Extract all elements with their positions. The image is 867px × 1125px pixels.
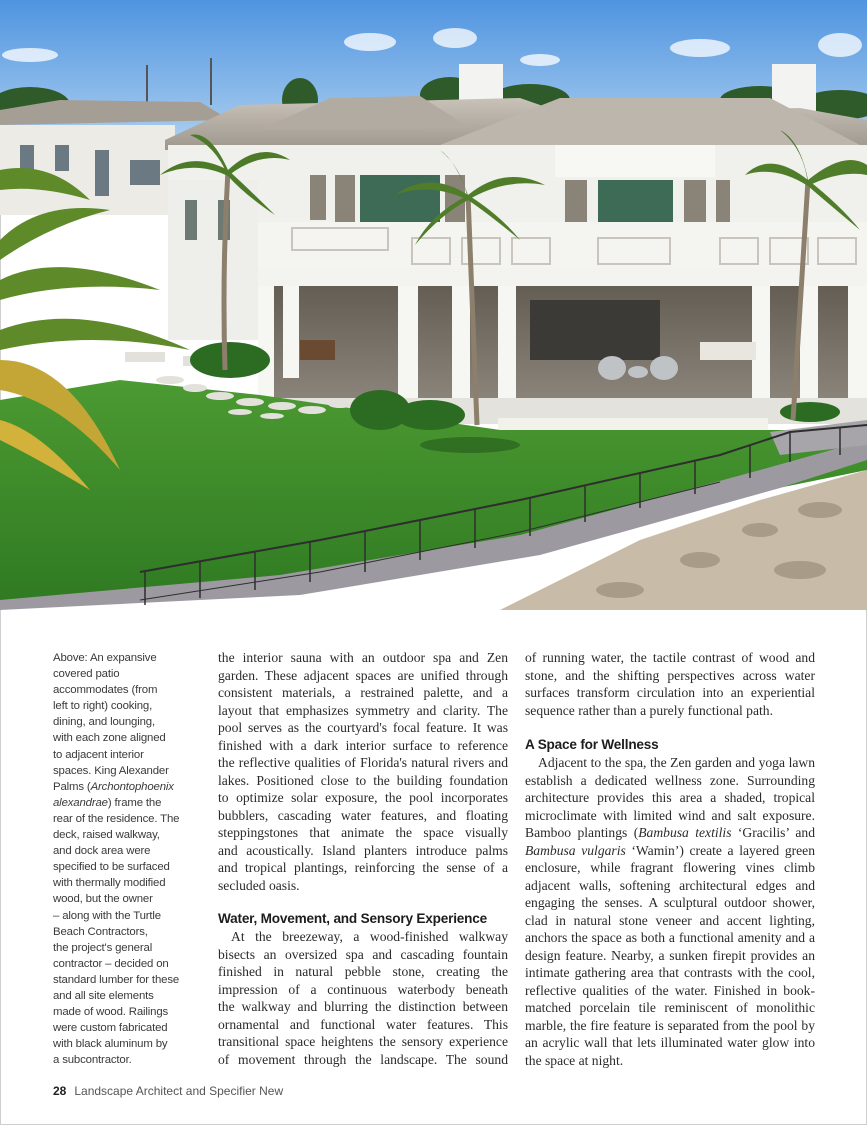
caption-line: dining, and lounging, [53, 716, 155, 729]
caption-line: to adjacent interior [53, 748, 144, 761]
caption-line: Beach Contractors, [53, 925, 148, 938]
body-column-2 [525, 649, 815, 1069]
caption-line: a subcontractor. [53, 1054, 132, 1067]
caption-line [53, 795, 179, 811]
text-line: matched porcelain tile reminiscent of monolithic [525, 1000, 815, 1015]
text-line: consistent materials, a restrained palette, and a [218, 685, 508, 700]
paragraph [525, 649, 815, 719]
main-residence [165, 64, 867, 432]
text-line: lakes. Positioned close to the building foundation [218, 772, 508, 788]
text-line: bisects an oversized spa and cascading fountain [218, 946, 508, 962]
text-line: garden. These adjacent spaces are unified through [218, 667, 508, 683]
text-line: of running water, the tactile contrast of wood and [525, 650, 815, 665]
paragraph [525, 754, 815, 1069]
text-line: pool serves as the courtyard's focal feature. It was [218, 720, 508, 735]
text-line: and tropical plantings, reinforcing the sense of a [218, 860, 508, 875]
text-line: marble, the fire feature is separated from the pool by [525, 1017, 815, 1033]
text-line: adjacent walls, softening architectural edges and [525, 877, 815, 893]
text-line: layout that emphasizes symmetry and clarity. The [218, 702, 508, 718]
text-line: design feature. Nearby, a sunken firepit provides an [525, 947, 815, 963]
publication-name: Landscape Architect and Specifier New [74, 1084, 284, 1098]
species-name: Bambusa textilis [638, 825, 732, 840]
caption-line: with each zone aligned [53, 732, 166, 745]
text-line: steppingstones that animate the space visually [218, 825, 508, 840]
caption-text: ) frame the [107, 796, 162, 809]
caption-text: Palms ( [53, 780, 91, 793]
caption-line: left to right) cooking, [53, 700, 153, 713]
text-line: the reflective qualities of Florida's natural rivers and [218, 755, 508, 770]
text-run: Bamboo plantings ( [525, 825, 639, 840]
text-line: surfaces transform circulation into an experiential [525, 685, 815, 700]
caption-line: Above: An expansive [53, 652, 157, 664]
text-line: reflective qualities of the water. Finished in book- [525, 982, 815, 998]
text-line: of movement through the landscape. The sound [218, 1051, 508, 1067]
paragraph [218, 928, 508, 1068]
caption-line: wood, but the owner [53, 893, 153, 906]
text-line: At the breezeway, a wood-finished walkway [231, 929, 508, 944]
text-line: transitional space heightens the sensory experience [218, 1034, 508, 1049]
caption-line: – along with the Turtle [53, 909, 161, 922]
caption-line: and dock area were [53, 845, 151, 858]
text-line: finished in natural pebble stone, creating the [218, 964, 508, 979]
page-footer [53, 1084, 283, 1098]
text-line: the walkway and blurring the distinction between [218, 999, 508, 1014]
text-run: ‘Wamin’) create a layered green [625, 842, 816, 858]
caption-line: accommodates (from [53, 684, 158, 697]
text-line: enclosure, while fragrant flowering vines climb [525, 860, 815, 875]
text-line: the interior sauna with an outdoor spa and Zen [218, 650, 508, 665]
caption-line: rear of the residence. The [53, 812, 180, 825]
species-name: Bambusa vulgaris [525, 842, 626, 858]
caption-line: spaces. King Alexander [53, 764, 169, 777]
text-line: and acoustically. Island planters introduce palms [218, 842, 508, 858]
text-line: secluded oasis. [218, 877, 300, 893]
caption-line: made of wood. Railings [53, 1006, 169, 1019]
text-line: architecture provides this area a shaded, tropical [525, 790, 815, 805]
section-heading: Water, Movement, and Sensory Experience [218, 911, 487, 926]
text-line: microclimate with limited wind and salt exposure. [525, 807, 815, 823]
text-line [525, 824, 815, 842]
text-line: Adjacent to the spa, the Zen garden and yoga lawn [538, 755, 815, 770]
paragraph [218, 649, 508, 894]
body-column-1 [218, 649, 508, 1068]
text-line: an acrylic wall that lets illuminated water glow into [525, 1035, 815, 1050]
text-line: the space at night. [525, 1052, 624, 1068]
caption-line: with thermally modified [53, 877, 166, 890]
text-line: finished with a dark interior surface to reference [218, 737, 508, 753]
caption-line: contractor – decided on [53, 957, 169, 970]
caption-line: with black aluminum by [53, 1038, 168, 1051]
photo-caption [53, 650, 179, 1068]
text-line: engaging the senses. A sculptural outdoor shower, [525, 895, 815, 910]
caption-line: were custom fabricated [53, 1022, 168, 1035]
section-heading: A Space for Wellness [525, 737, 659, 752]
page-number: 28 [53, 1084, 67, 1098]
text-line: clad in natural stone veneer and accent lighting, [525, 912, 815, 928]
caption-line: and all site elements [53, 989, 154, 1002]
text-line: establish a dedicated wellness zone. Surrounding [525, 772, 815, 788]
text-line [525, 842, 815, 860]
text-line: stone, and the shifting perspectives across water [525, 667, 815, 683]
caption-species-name: alexandrae [53, 796, 108, 809]
text-run: ‘Gracilis’ and [731, 825, 816, 840]
caption-line: specified to be surfaced [53, 861, 170, 874]
caption-line [53, 779, 179, 795]
text-line: bubblers, cascading water features, and floating [218, 807, 508, 823]
text-line: anchors the space as both a functional amenity and a [525, 930, 815, 945]
caption-line: deck, raised walkway, [53, 829, 160, 842]
caption-line: covered patio [53, 668, 120, 681]
caption-line: the project's general [53, 941, 153, 954]
text-line: intimate gathering area that contrasts with the cool, [525, 965, 815, 980]
caption-line: standard lumber for these [53, 973, 180, 986]
text-line: impression of a continuous waterbody beneath [218, 981, 508, 997]
caption-species-name: Archontophoenix [90, 780, 174, 793]
text-line: ornamental and functional water features. This [218, 1016, 508, 1032]
text-line: to optimize solar exposure, the pool incorporates [218, 790, 508, 805]
text-line: sequence rather than a purely functional path. [525, 702, 773, 718]
